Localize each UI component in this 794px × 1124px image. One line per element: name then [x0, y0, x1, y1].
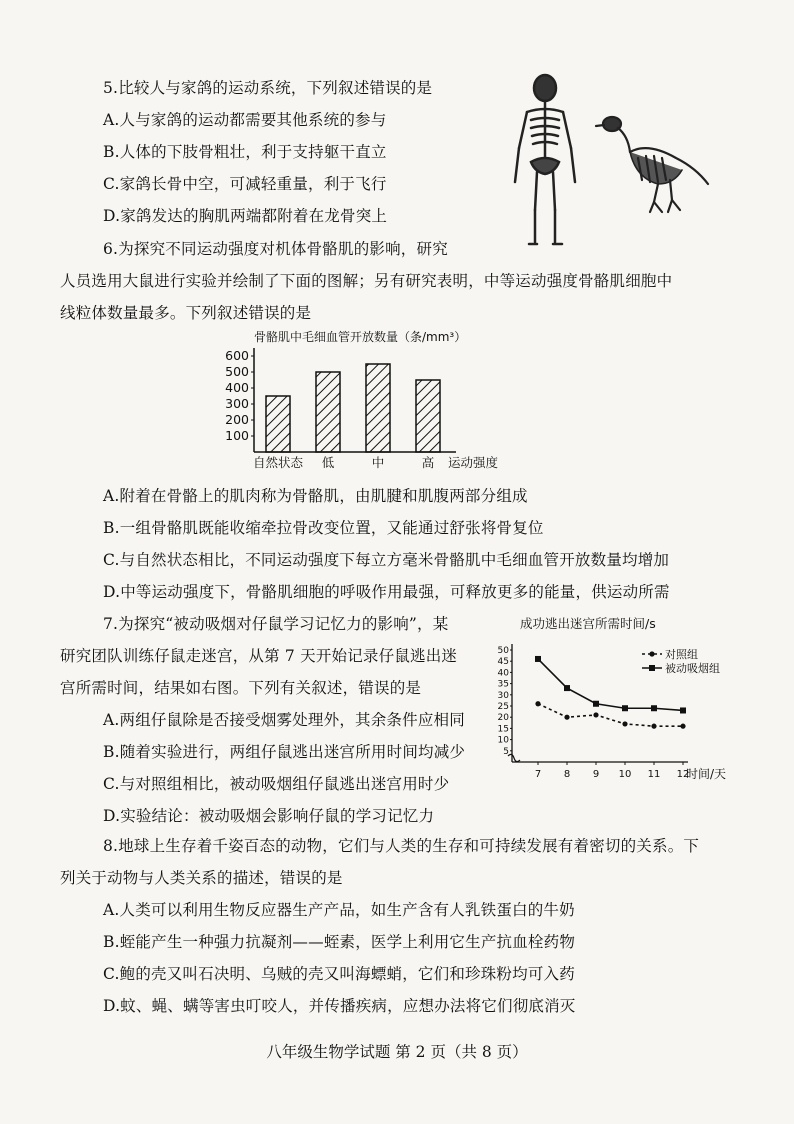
legend-marker-0	[649, 651, 654, 656]
q7-stem-line2: 研究团队训练仔鼠走迷宫，从第 7 天开始记录仔鼠逃出迷	[60, 647, 458, 665]
line-chart-x-tick-label: 7	[534, 769, 542, 780]
legend-label-0: 对照组	[665, 648, 698, 661]
series-1-point	[622, 705, 628, 711]
line-chart-y-tick-label: 10	[497, 735, 509, 746]
q8-option-b: B.蛭能产生一种强力抗凝剂——蛭素，医学上利用它生产抗血栓药物	[103, 933, 576, 951]
series-1-point	[680, 707, 686, 713]
line-chart-y-tick-label: 25	[497, 702, 509, 712]
q7-option-b: B.随着实验进行，两组仔鼠逃出迷宫所用时间均减少	[103, 743, 466, 761]
q6-option-b: B.一组骨骼肌既能收缩牵拉骨改变位置，又能通过舒张将骨复位	[103, 519, 544, 537]
series-line-1	[538, 659, 683, 711]
q7-stem-line1: 7.为探究“被动吸烟对仔鼠学习记忆力的影响”，某	[103, 615, 449, 633]
series-line-0	[538, 704, 683, 726]
series-0-point	[593, 712, 598, 717]
q7-option-a: A.两组仔鼠除是否接受烟雾处理外，其余条件应相同	[103, 711, 465, 729]
series-1-point	[535, 656, 541, 662]
bar-chart-category-label: 中	[371, 455, 385, 470]
pigeon-skeleton-image	[592, 108, 714, 216]
q7-option-d: D.实验结论：被动吸烟会影响仔鼠的学习记忆力	[103, 807, 435, 825]
legend-label-1: 被动吸烟组	[665, 662, 720, 675]
bar-1	[316, 372, 340, 452]
line-chart-x-tick-label: 9	[592, 769, 600, 780]
bar-chart-y-tick-label: 600	[225, 348, 249, 363]
line-chart-y-tick-label: 50	[497, 646, 509, 656]
line-chart-x-tick-label: 11	[647, 769, 661, 780]
line-chart-x-tick-label: 8	[563, 769, 571, 780]
bar-chart-y-tick-label: 300	[225, 396, 249, 411]
series-1-point	[564, 685, 570, 691]
series-0-point	[622, 721, 627, 726]
bar-3	[416, 380, 440, 452]
legend-marker-1	[649, 665, 655, 671]
line-chart-y-tick-label: 5	[503, 746, 509, 757]
bar-0	[266, 396, 290, 452]
series-0-point	[564, 715, 569, 720]
bar-chart-title: 骨骼肌中毛细血管开放数量（条/mm³）	[254, 330, 467, 344]
bar-chart-y-tick-label: 100	[225, 428, 249, 443]
maze-time-line-chart	[492, 612, 740, 788]
q6-option-a: A.附着在骨骼上的肌肉称为骨骼肌，由肌腱和肌腹两部分组成	[103, 487, 528, 505]
page-footer: 八年级生物学试题 第 2 页（共 8 页）	[266, 1043, 528, 1061]
bar-chart-category-label: 高	[421, 455, 435, 470]
q8-option-c: C.鲍的壳又叫石决明、乌贼的壳又叫海螵蛸，它们和珍珠粉均可入药	[103, 965, 575, 983]
bar-chart-x-label: 运动强度	[448, 455, 499, 470]
q7-stem-line3: 宫所需时间，结果如右图。下列有关叙述，错误的是	[60, 679, 422, 697]
line-chart-title: 成功逃出迷宫所需时间/s	[520, 616, 656, 631]
q5-option-d: D.家鸽发达的胸肌两端都附着在龙骨突上	[103, 207, 388, 225]
line-chart-y-tick-label: 15	[497, 724, 509, 735]
q8-stem-line1: 8.地球上生存着千姿百态的动物，它们与人类的生存和可持续发展有着密切的关系。下	[103, 837, 700, 855]
q8-option-a: A.人类可以利用生物反应器生产产品，如生产含有人乳铁蛋白的牛奶	[103, 901, 575, 919]
series-1-point	[651, 705, 657, 711]
q6-option-c: C.与自然状态相比，不同运动强度下每立方毫米骨骼肌中毛细血管开放数量均增加	[103, 551, 670, 569]
capillary-bar-chart	[208, 326, 528, 476]
line-chart-x-tick-label: 10	[618, 769, 632, 780]
bar-chart-y-tick-label: 200	[225, 412, 249, 427]
bar-2	[366, 364, 390, 452]
q6-option-d: D.中等运动强度下，骨骼肌细胞的呼吸作用最强，可释放更多的能量，供运动所需	[103, 583, 670, 601]
line-chart-y-tick-label: 20	[497, 713, 509, 724]
q5-option-b: B.人体的下肢骨粗壮，利于支持躯干直立	[103, 143, 387, 161]
q6-stem-line2: 人员选用大鼠进行实验并绘制了下面的图解；另有研究表明，中等运动强度骨骼肌细胞中	[60, 272, 673, 290]
series-1-point	[593, 701, 599, 707]
bar-chart-category-label: 自然状态	[252, 455, 304, 470]
axis-break-mark	[508, 754, 520, 761]
human-skeleton-image	[505, 70, 585, 250]
line-chart-y-tick-label: 30	[497, 690, 509, 701]
line-chart-x-tick-label: 12	[676, 769, 690, 780]
line-chart-y-tick-label: 35	[497, 679, 509, 690]
q5-option-a: A.人与家鸽的运动都需要其他系统的参与	[103, 111, 387, 129]
series-0-point	[680, 724, 685, 729]
bar-chart-category-label: 低	[321, 455, 335, 470]
series-0-point	[535, 701, 540, 706]
q7-option-c: C.与对照组相比，被动吸烟组仔鼠逃出迷宫用时少	[103, 775, 450, 793]
q5-option-c: C.家鸽长骨中空，可减轻重量，利于飞行	[103, 175, 387, 193]
q8-option-d: D.蚊、蝇、螨等害虫叮咬人，并传播疾病，应想办法将它们彻底消灭	[103, 997, 576, 1015]
series-0-point	[651, 724, 656, 729]
line-chart-y-tick-label: 40	[497, 668, 509, 679]
line-chart-x-label: 时间/天	[686, 767, 727, 781]
bar-chart-y-tick-label: 500	[225, 364, 249, 379]
q8-stem-line2: 列关于动物与人类关系的描述，错误的是	[60, 869, 343, 887]
bar-chart-y-tick-label: 400	[225, 380, 249, 395]
line-chart-y-tick-label: 45	[497, 657, 509, 668]
q5-stem: 5.比较人与家鸽的运动系统，下列叙述错误的是	[103, 79, 433, 97]
q6-stem-line3: 线粒体数量最多。下列叙述错误的是	[60, 304, 312, 322]
q6-stem-line1: 6.为探究不同运动强度对机体骨骼肌的影响，研究	[103, 240, 448, 258]
